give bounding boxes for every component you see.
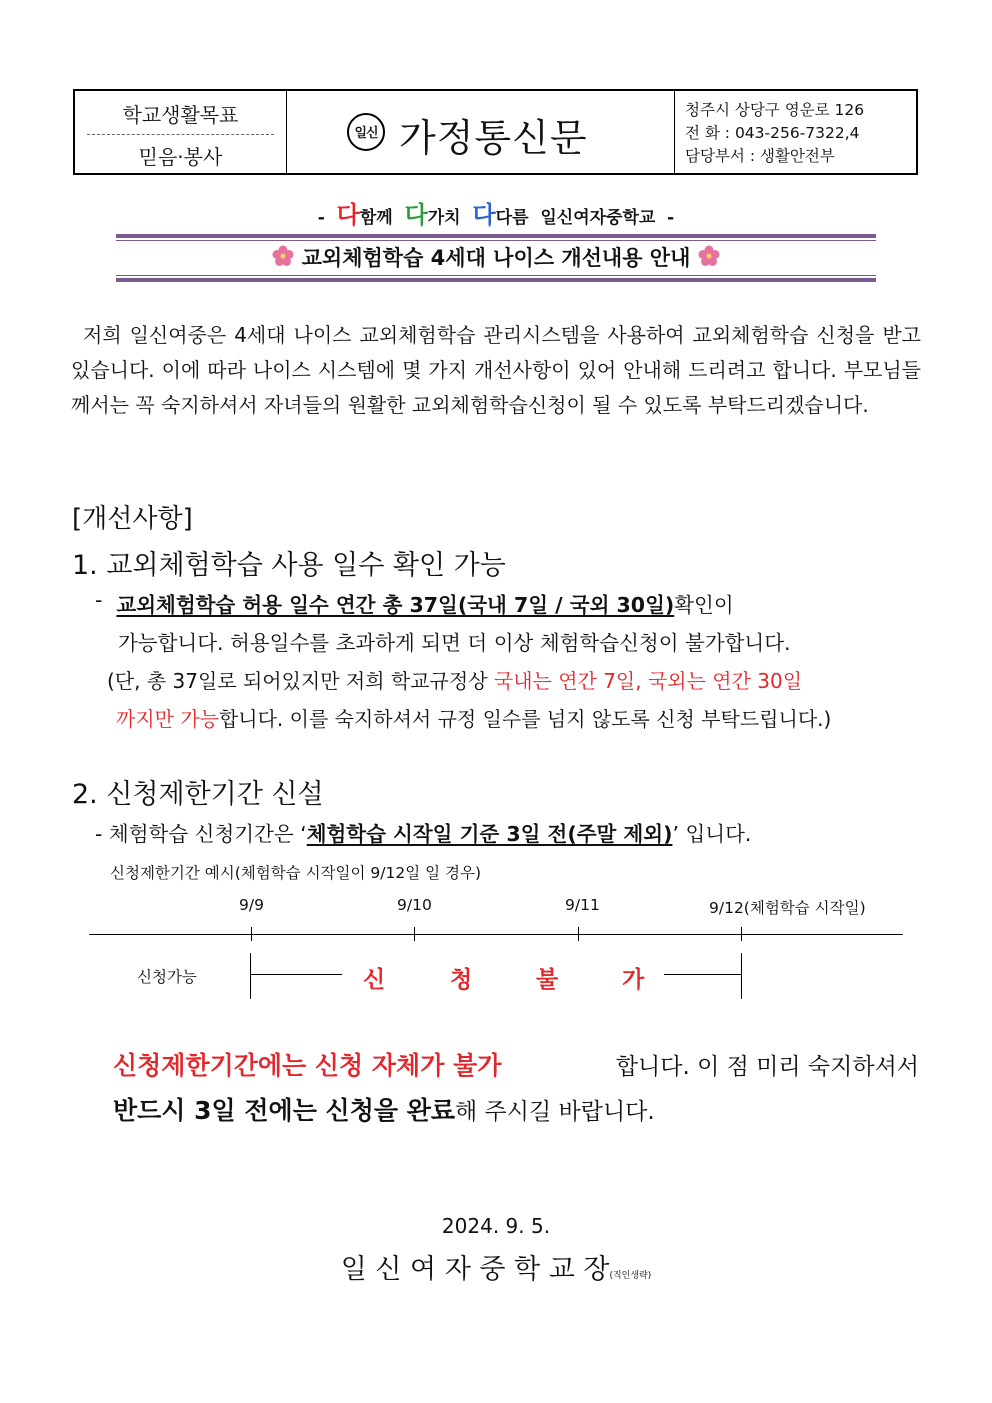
timeline-date-1: 9/9 xyxy=(239,896,264,914)
banner-top-bar xyxy=(116,234,876,238)
intro-text: 저희 일신여중은 4세대 나이스 교외체험학습 관리시스템을 사용하여 교외체험학습 신청을 받고 있습니다. 이에 따라 나이스 시스템에 몇 가지 개선사항이 있어 안내해 드리려고 합니다. 부모님들께서는 꼭 숙지하셔서 자녀들의 원활한 교외체험학습신청이 될 수 있도록 부탁드리겠습니다. xyxy=(71,323,921,417)
school-logo-icon xyxy=(347,113,385,151)
section1-note-line1 xyxy=(107,665,802,694)
notice-bold: 반드시 3일 전에는 신청을 완료 xyxy=(113,1096,456,1125)
banner-top-thin-bar xyxy=(116,240,876,241)
section2-heading: 2. 신청제한기간 신설 xyxy=(72,779,324,810)
notice-banner xyxy=(116,242,876,272)
slogan-dash-right: - xyxy=(667,208,675,228)
section1-line2: 가능합니다. 허용일수를 초과하게 되면 더 이상 체험학습신청이 불가합니다. xyxy=(118,631,791,655)
title-cell xyxy=(287,91,675,173)
notice-line2 xyxy=(113,1091,919,1127)
goal-label: 학교생활목표 xyxy=(122,103,239,127)
timeline-tick xyxy=(578,927,579,941)
notice-line1 xyxy=(113,1046,919,1082)
note-prefix: (단, 총 37일로 되어있지만 저희 학교규정상 xyxy=(107,669,494,693)
flower-icon xyxy=(272,245,294,267)
address: 청주시 상당구 영운로 126 xyxy=(685,101,865,119)
improvements-label: [개선사항] xyxy=(72,504,193,534)
notice-rest2: 해 주시길 바랍니다. xyxy=(455,1099,655,1125)
timeline-tick xyxy=(251,927,252,941)
blocked-range-line-right xyxy=(664,974,741,975)
blocked-char: 청 xyxy=(450,967,473,993)
note-suffix: 합니다. 이를 숙지하셔서 규정 일수를 넘지 않도록 신청 부탁드립니다.) xyxy=(218,707,832,731)
slogan-school: 일신여자중학교 xyxy=(540,208,656,228)
section2-bullet-pre: - 체험학습 신청기간은 ‘ xyxy=(95,822,307,846)
goal-value: 믿음·봉사 xyxy=(138,145,223,169)
timeline-date-2: 9/10 xyxy=(397,896,432,914)
blocked-char: 가 xyxy=(622,967,645,993)
issue-date: 2024. 9. 5. xyxy=(441,1214,551,1238)
notice-red: 신청제한기간에는 신청 자체가 불가 xyxy=(113,1051,502,1080)
blocked-range-start xyxy=(250,953,251,999)
department: 담당부서 : 생활안전부 xyxy=(685,147,835,165)
section1-dash: - xyxy=(95,588,103,612)
blocked-char: 불 xyxy=(536,967,559,993)
timeline-axis xyxy=(89,934,903,935)
blocked-range-line-left xyxy=(251,974,342,975)
school-goal-cell xyxy=(75,91,287,173)
timeline-tick xyxy=(741,927,742,941)
phone: 전 화 : 043-256-7322,4 xyxy=(685,124,860,142)
intro-paragraph xyxy=(71,318,921,423)
timeline-date-4: 9/12(체험학습 시작일) xyxy=(709,899,866,917)
slogan-word2-rest: 가치 xyxy=(427,208,461,228)
goal-divider xyxy=(87,134,274,135)
logo-text: 일신 xyxy=(354,126,378,141)
section2-bullet xyxy=(95,817,751,847)
school-slogan xyxy=(0,195,992,230)
note-red-limit: 국내는 연간 7일, 국외는 연간 30일 xyxy=(493,669,803,693)
blocked-range-end xyxy=(741,953,742,999)
slogan-word3-rest: 다름 xyxy=(495,208,529,228)
section1-bullet xyxy=(95,588,921,618)
section1-note-line2 xyxy=(116,703,831,732)
blocked-char: 신 xyxy=(363,967,386,993)
available-label: 신청가능 xyxy=(137,968,197,986)
page-title: 가정통신문 xyxy=(399,116,588,160)
slogan-word1-rest: 함께 xyxy=(359,208,393,228)
flower-icon xyxy=(698,245,720,267)
allowed-days: 교외체험학습 허용 일수 연간 총 37일(국내 7일 / 국외 30일) xyxy=(116,593,675,617)
section1-heading: 1. 교외체험학습 사용 일수 확인 가능 xyxy=(72,550,506,581)
principal-signature xyxy=(0,1247,992,1286)
slogan-dash-left: - xyxy=(317,208,325,228)
section1-bullet-rest: 확인이 xyxy=(674,593,734,617)
note-red-only: 까지만 가능 xyxy=(116,707,219,731)
section2-bullet-post: ’ 입니다. xyxy=(672,822,752,846)
timeline-date-3: 9/11 xyxy=(565,896,600,914)
banner-title: 교외체험학습 4세대 나이스 개선내용 안내 xyxy=(301,246,691,270)
seal-omitted-note: (직인생략) xyxy=(609,1271,652,1281)
slogan-word2-big: 다 xyxy=(404,201,428,229)
timeline-tick xyxy=(414,927,415,941)
header-table xyxy=(73,89,918,175)
slogan-word1-big: 다 xyxy=(336,201,360,229)
notice-rest1: 합니다. 이 점 미리 숙지하셔서 xyxy=(615,1054,919,1080)
slogan-word3-big: 다 xyxy=(472,201,496,229)
banner-bottom-thin-bar xyxy=(116,275,876,276)
contact-cell xyxy=(675,91,916,173)
principal-name: 일 신 여 자 중 학 교 장 xyxy=(340,1254,610,1285)
example-caption: 신청제한기간 예시(체험학습 시작일이 9/12일 일 경우) xyxy=(110,864,481,882)
banner-bottom-bar xyxy=(116,278,876,282)
apply-deadline: 체험학습 시작일 기준 3일 전(주말 제외) xyxy=(306,822,673,846)
